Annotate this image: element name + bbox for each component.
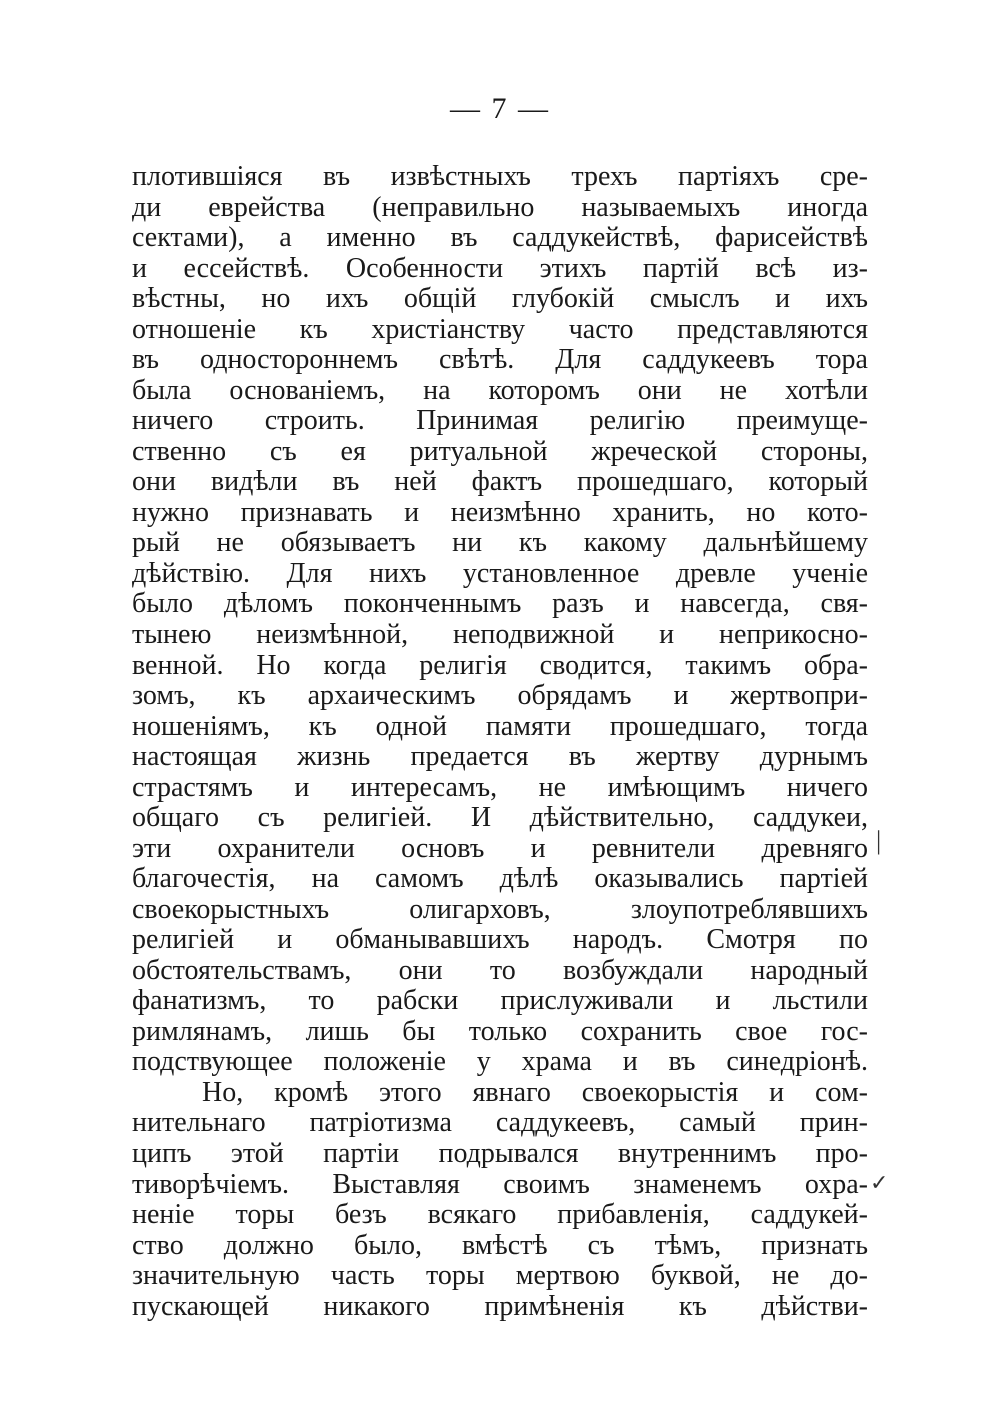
text-line: значительную часть торы мертвою буквой, не до- — [132, 1260, 868, 1292]
text-line: ничего строить. Принимая религію преимуще- — [132, 405, 868, 437]
text-line: ственно съ ея ритуальной жреческой стороны, — [132, 435, 868, 467]
text-line: вѣстны, но ихъ общій глубокій смыслъ и ихъ — [132, 283, 868, 315]
text-line: венной. Но когда религія сводится, такимъ обра- — [132, 649, 868, 681]
text-line: отношеніе къ христіанству часто представляются — [132, 313, 868, 345]
text-line: своекорыстныхъ олигарховъ, злоупотреблявшихъ — [132, 893, 868, 925]
text-line: нительнаго патріотизма саддукеевъ, самый прин- — [132, 1107, 868, 1139]
text-line: нужно признавать и неизмѣнно хранить, но кото- — [132, 496, 868, 528]
text-line: дѣйствію. Для нихъ установленное древле ученіе — [132, 557, 868, 589]
text-line: ношеніямъ, къ одной памяти прошедшаго, тогда — [132, 710, 868, 742]
text-line: настоящая жизнь предается въ жертву дурнымъ — [132, 741, 868, 773]
text-line: обстоятельствамъ, они то возбуждали народный — [132, 954, 868, 986]
text-line: общаго съ религіей. И дѣйствительно, саддукеи, — [132, 802, 868, 834]
text-line: они видѣли въ ней фактъ прошедшаго, который — [132, 466, 868, 498]
text-line: римлянамъ, лишь бы только сохранить свое гос- — [132, 1015, 868, 1047]
text-line: была основаніемъ, на которомъ они не хотѣли — [132, 374, 868, 406]
text-line: въ одностороннемъ свѣтѣ. Для саддукеевъ тора — [132, 344, 868, 376]
text-line: зомъ, къ архаическимъ обрядамъ и жертвопри- — [132, 680, 868, 712]
text-line: неніе торы безъ всякаго прибавленія, саддукей- — [132, 1199, 868, 1231]
text-line: тынею неизмѣнной, неподвижной и неприкосно- — [132, 618, 868, 650]
text-line: пускающей никакого примѣненія къ дѣйстви- — [132, 1290, 868, 1322]
text-line: сектами), а именно въ саддукействѣ, фарисействѣ — [132, 222, 868, 254]
text-line: благочестія, на самомъ дѣлѣ оказывались партіей — [132, 863, 868, 895]
text-line: подствующее положеніе у храма и въ синедріонѣ. — [132, 1046, 868, 1078]
text-line: фанатизмъ, то рабски прислуживали и льстили — [132, 985, 868, 1017]
text-line: было дѣломъ поконченнымъ разъ и навсегда, свя- — [132, 588, 868, 620]
text-line: ципъ этой партіи подрывался внутреннимъ про- — [132, 1138, 868, 1169]
text-line: рый не обязываетъ ни къ какому дальнѣйшему — [132, 527, 868, 559]
text-line: и ессействѣ. Особенности этихъ партій всѣ из- — [132, 252, 868, 284]
text-line: страстямъ и интересамъ, не имѣющимъ ничего — [132, 771, 868, 803]
margin-mark: | — [876, 826, 882, 855]
text-line: ство должно было, вмѣстѣ съ тѣмъ, признать — [132, 1229, 868, 1261]
text-line: тиворѣчіемъ. Выставляя своимъ знаменемъ охра- — [132, 1168, 868, 1200]
margin-check-mark: ✓ — [870, 1170, 889, 1195]
page-number: — 7 — — [450, 92, 550, 125]
body-text — [132, 162, 868, 1322]
text-line: эти охранители основъ и ревнители древняго — [132, 832, 868, 864]
text-line: плотившіяся въ извѣстныхъ трехъ партіяхъ сре- — [132, 161, 868, 192]
text-line: Но, кромѣ этого явнаго своекорыстія и сом- — [202, 1076, 868, 1108]
text-line: религіей и обманывавшихъ народъ. Смотря по — [132, 924, 868, 956]
text-line: ди еврейства (неправильно называемыхъ иногда — [132, 191, 868, 223]
